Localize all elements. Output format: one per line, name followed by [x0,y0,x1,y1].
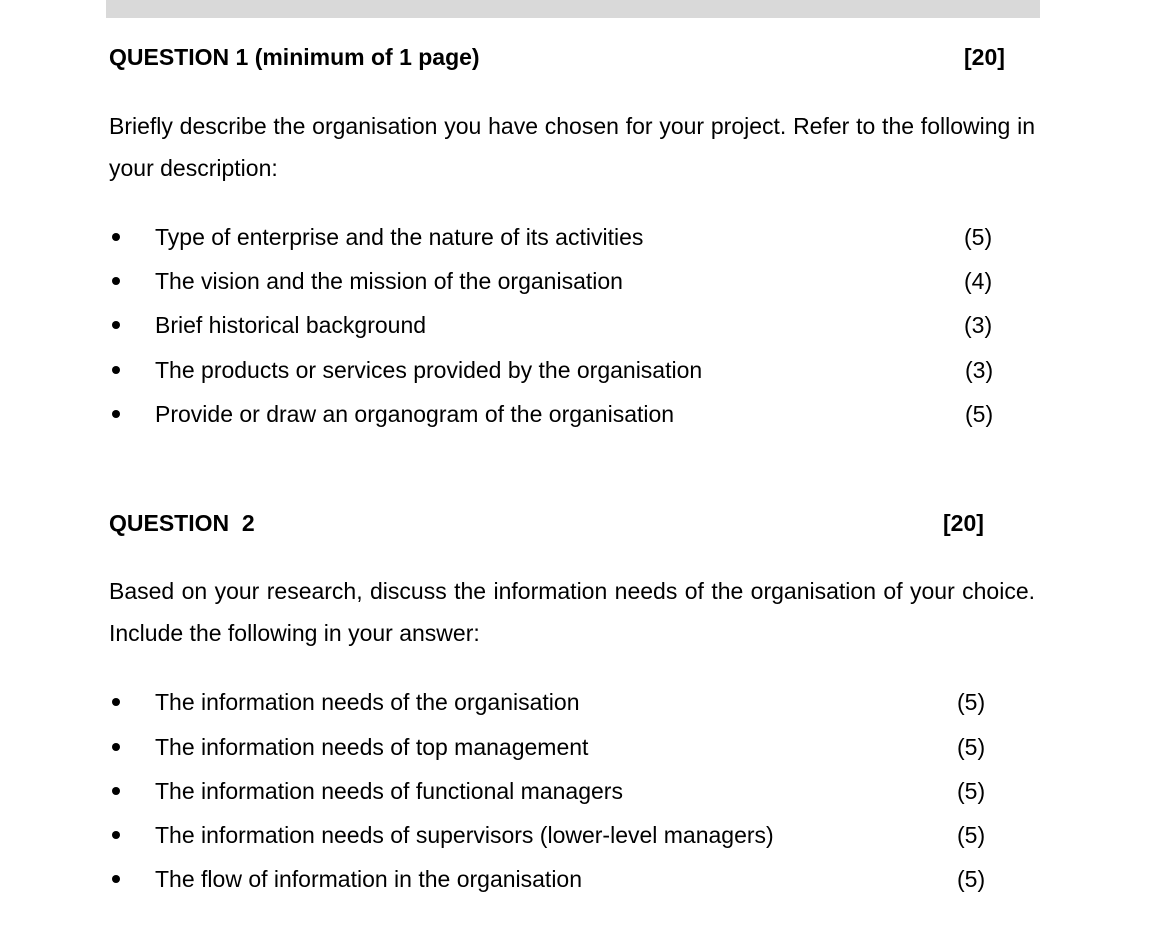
list-item-marks: (4) [964,268,993,294]
list-item-marks: (5) [965,401,994,427]
section-header-band [106,0,1040,18]
list-item-marks: (5) [957,778,986,804]
question-1-total-marks: [20] [964,44,1005,70]
list-item-marks: (3) [964,312,993,338]
list-item-marks: (5) [957,822,986,848]
list-item-text: Type of enterprise and the nature of its activities [155,224,644,250]
list-item-text: The information needs of supervisors (lower-level managers) [155,822,774,848]
list-item-text: The products or services provided by the organisation [155,357,703,383]
list-item-text: The information needs of top management [155,734,589,760]
list-item-text: The flow of information in the organisation [155,866,583,892]
list-item-text: The information needs of the organisation [155,689,580,715]
question-2-total-marks: [20] [943,510,984,536]
list-item-marks: (5) [957,734,986,760]
list-item-text: The information needs of functional managers [155,778,623,804]
question-2-instructions: Based on your research, discuss the information needs of the organisation of your choice. Include the following in your answer: [109,578,1035,646]
list-item-marks: (5) [957,689,986,715]
list-item-marks: (5) [957,866,986,892]
question-2-heading: QUESTION 2 [109,510,255,536]
question-1-instructions: Briefly describe the organisation you have chosen for your project. Refer to the following in your description: [109,113,1035,181]
list-item-marks: (3) [965,357,994,383]
list-item-text: The vision and the mission of the organisation [155,268,623,294]
question-1-heading: QUESTION 1 (minimum of 1 page) [109,44,480,70]
list-item-text: Provide or draw an organogram of the organisation [155,401,675,427]
list-item-text: Brief historical background [155,312,427,338]
list-item-marks: (5) [964,224,993,250]
